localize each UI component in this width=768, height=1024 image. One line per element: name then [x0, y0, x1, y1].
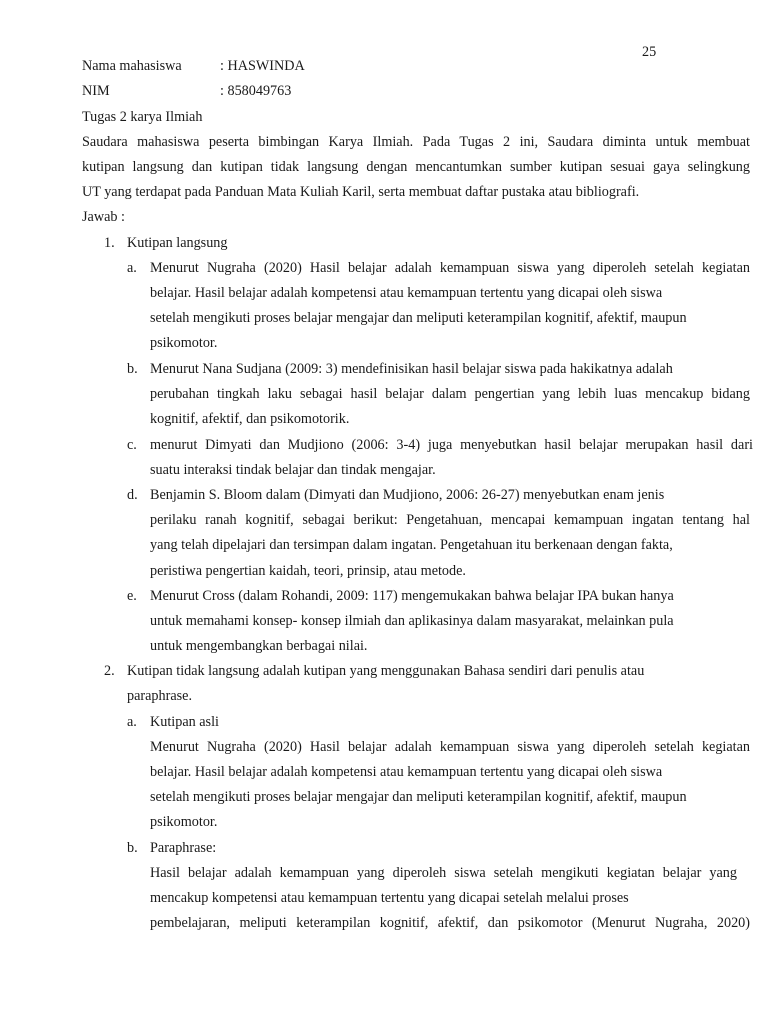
- item-line: psikomotor.: [150, 814, 218, 830]
- item-line: peristiwa pengertian kaidah, teori, prinsip, atau metode.: [150, 563, 466, 579]
- item-title: Paraphrase:: [150, 840, 217, 856]
- item-line: belajar. Hasil belajar adalah kompetensi atau kemampuan tertentu yang dicapai oleh siswa: [150, 764, 663, 780]
- section2-marker: 2.: [104, 663, 115, 679]
- item-marker: a.: [127, 714, 137, 730]
- item-line: Menurut Nugraha (2020) Hasil belajar adalah kemampuan siswa yang diperoleh setelah kegiatan: [150, 739, 750, 755]
- intro-line: UT yang terdapat pada Panduan Mata Kuliah Karil, serta membuat daftar pustaka atau bibliografi.: [82, 184, 640, 200]
- item-line: Menurut Nana Sudjana (2009: 3) mendefinisikan hasil belajar siswa pada hakikatnya adalah: [150, 361, 673, 377]
- section2-title-line: Kutipan tidak langsung adalah kutipan yang menggunakan Bahasa sendiri dari penulis atau: [127, 663, 645, 679]
- section1-title: Kutipan langsung: [127, 235, 228, 251]
- item-title: Kutipan asli: [150, 714, 219, 730]
- item-line: psikomotor.: [150, 335, 218, 351]
- item-line: suatu interaksi tindak belajar dan tindak mengajar.: [150, 462, 436, 478]
- item-line: Benjamin S. Bloom dalam (Dimyati dan Mudjiono, 2006: 26-27) menyebutkan enam jenis: [150, 487, 665, 503]
- task-title: Tugas 2 karya Ilmiah: [82, 109, 203, 125]
- item-line: Menurut Cross (dalam Rohandi, 2009: 117) mengemukakan bahwa belajar IPA bukan hanya: [150, 588, 674, 604]
- item-line: setelah mengikuti proses belajar mengajar dan meliputi keterampilan kognitif, afektif, maupun: [150, 310, 687, 326]
- item-line: untuk mengembangkan berbagai nilai.: [150, 638, 368, 654]
- name-value: : HASWINDA: [220, 58, 305, 74]
- section1-marker: 1.: [104, 235, 115, 251]
- item-marker: e.: [127, 588, 137, 604]
- item-marker: a.: [127, 260, 137, 276]
- item-line: perilaku ranah kognitif, sebagai berikut: Pengetahuan, mencapai kemampuan ingatan tentang hal: [150, 512, 750, 528]
- section2-title-line: paraphrase.: [127, 688, 192, 704]
- item-line: setelah mengikuti proses belajar mengajar dan meliputi keterampilan kognitif, afektif, maupun: [150, 789, 687, 805]
- intro-line: kutipan langsung dan kutipan tidak langsung dengan mencantumkan sumber kutipan sesuai gaya selingkung: [82, 159, 750, 175]
- item-line: yang telah dipelajari dan tersimpan dalam ingatan. Pengetahuan itu berkenaan dengan fakta,: [150, 537, 673, 553]
- item-line: menurut Dimyati dan Mudjiono (2006: 3-4) juga menyebutkan hasil belajar merupakan hasil dari: [150, 437, 753, 453]
- item-line: perubahan tingkah laku sebagai hasil belajar dalam pengertian yang lebih luas mencakup bidang: [150, 386, 750, 402]
- name-label: Nama mahasiswa: [82, 58, 182, 74]
- item-line: Hasil belajar adalah kemampuan yang diperoleh siswa setelah mengikuti kegiatan belajar yang: [150, 865, 737, 881]
- item-line: belajar. Hasil belajar adalah kompetensi atau kemampuan tertentu yang dicapai oleh siswa: [150, 285, 663, 301]
- item-marker: b.: [127, 840, 138, 856]
- item-marker: d.: [127, 487, 138, 503]
- item-line: Menurut Nugraha (2020) Hasil belajar adalah kemampuan siswa yang diperoleh setelah kegiatan: [150, 260, 750, 276]
- answer-label: Jawab :: [82, 209, 125, 225]
- nim-value: : 858049763: [220, 83, 292, 99]
- item-line: pembelajaran, meliputi keterampilan kognitif, afektif, dan psikomotor (Menurut Nugraha, 2020): [150, 915, 750, 931]
- item-marker: b.: [127, 361, 138, 377]
- item-line: untuk memahami konsep- konsep ilmiah dan aplikasinya dalam masyarakat, melainkan pula: [150, 613, 674, 629]
- item-line: mencakup kompetensi atau kemampuan tertentu yang dicapai setelah melalui proses: [150, 890, 629, 906]
- page-number: 25: [642, 44, 657, 60]
- nim-label: NIM: [82, 83, 110, 99]
- item-line: kognitif, afektif, dan psikomotorik.: [150, 411, 350, 427]
- item-marker: c.: [127, 437, 137, 453]
- intro-line: Saudara mahasiswa peserta bimbingan Karya Ilmiah. Pada Tugas 2 ini, Saudara diminta untuk membuat: [82, 134, 750, 150]
